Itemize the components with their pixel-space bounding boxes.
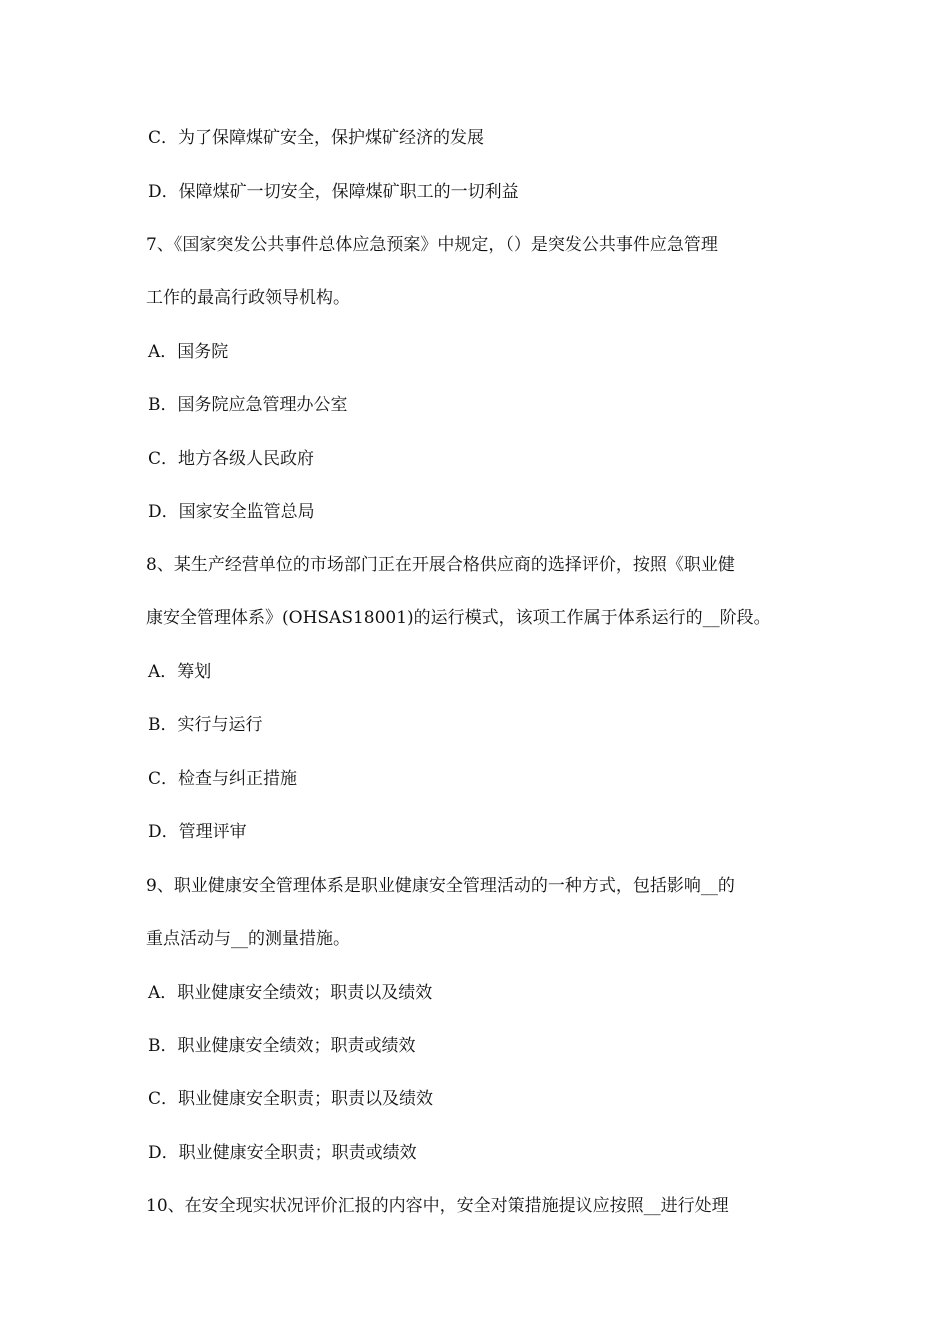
q6-option-d: D．保障煤矿一切安全，保障煤矿职工的一切利益 [148, 182, 519, 202]
q10-stem-line-1: 10、在安全现实状况评价汇报的内容中，安全对策措施提议应按照__进行处理 [146, 1196, 729, 1216]
q6-option-c: C．为了保障煤矿安全，保护煤矿经济的发展 [148, 128, 485, 148]
q8-option-b: B．实行与运行 [148, 715, 263, 735]
q7-option-a: A．国务院 [148, 342, 229, 362]
q8-option-c: C．检查与纠正措施 [148, 769, 298, 789]
q8-stem-line-1: 8、某生产经营单位的市场部门正在开展合格供应商的选择评价，按照《职业健 [146, 555, 735, 575]
q8-stem-line-2: 康安全管理体系》(OHSAS18001)的运行模式，该项工作属于体系运行的__阶段。 [146, 608, 771, 628]
q7-stem-line-2: 工作的最高行政领导机构。 [146, 288, 350, 308]
q9-option-d: D．职业健康安全职责；职责或绩效 [148, 1143, 417, 1163]
q9-option-b: B．职业健康安全绩效；职责或绩效 [148, 1036, 416, 1056]
q7-option-b: B．国务院应急管理办公室 [148, 395, 348, 415]
q9-option-c: C．职业健康安全职责；职责以及绩效 [148, 1089, 434, 1109]
q8-option-a: A．筹划 [148, 662, 212, 682]
q9-stem-line-1: 9、职业健康安全管理体系是职业健康安全管理活动的一种方式，包括影响__的 [146, 876, 735, 896]
q7-option-c: C．地方各级人民政府 [148, 449, 315, 469]
q7-option-d: D．国家安全监管总局 [148, 502, 315, 522]
q9-option-a: A．职业健康安全绩效；职责以及绩效 [148, 983, 433, 1003]
q9-stem-line-2: 重点活动与__的测量措施。 [146, 929, 350, 949]
q8-option-d: D．管理评审 [148, 822, 247, 842]
q7-stem-line-1: 7、《国家突发公共事件总体应急预案》中规定，（）是突发公共事件应急管理 [146, 235, 718, 255]
